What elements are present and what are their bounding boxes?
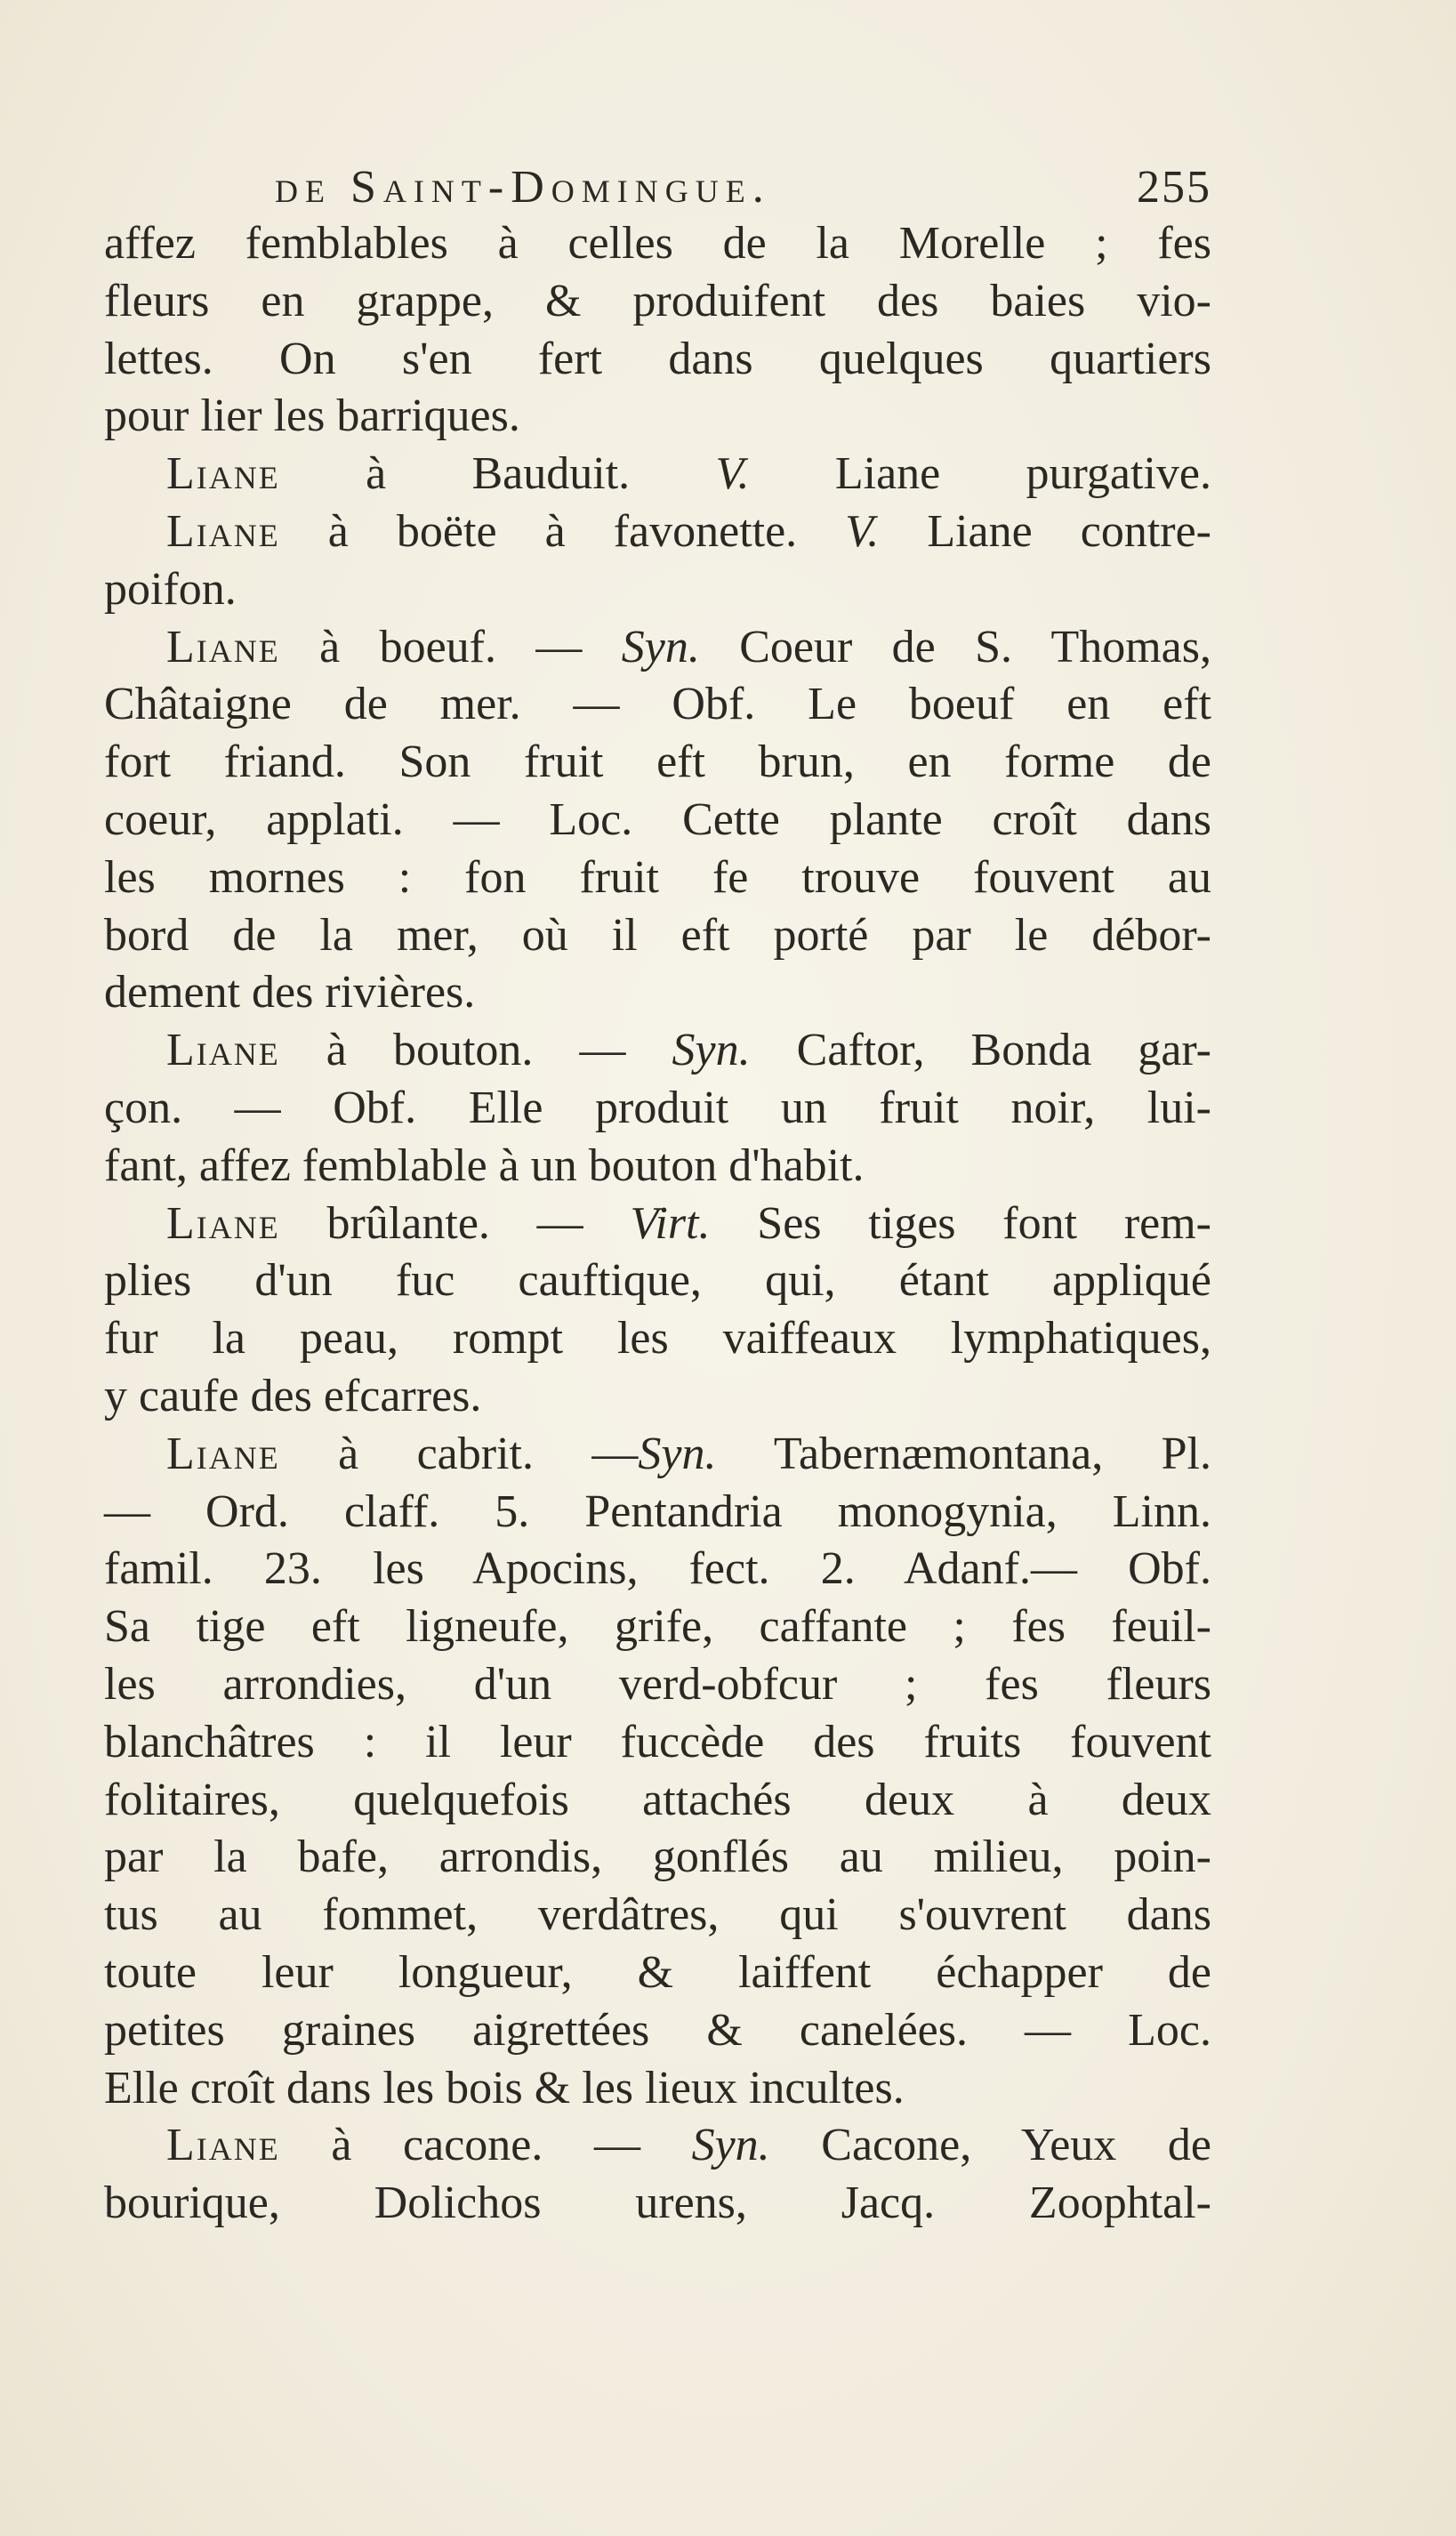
- entry-headword: Liane: [166, 448, 280, 500]
- running-head: [104, 160, 1211, 215]
- text-line: fur la peau, rompt les vaiffeaux lymphatiques,: [104, 1313, 1211, 1365]
- text-line: famil. 23. les Apocins, fect. 2. Adanf.— Obf.: [104, 1543, 1211, 1595]
- entry-headword: Liane: [166, 1025, 280, 1076]
- text-line: blanchâtres : il leur fuccède des fruits fouvent: [104, 1716, 1211, 1767]
- text-line: Sa tige eft ligneufe, grife, caffante ; fes feuil-: [104, 1601, 1211, 1653]
- text-line: folitaires, quelquefois attachés deux à deux: [104, 1774, 1211, 1825]
- text-line: çon. — Obf. Elle produit un fruit noir, lui-: [104, 1082, 1211, 1133]
- entry-line-liane-bouton: Liane à bouton. — Syn. Caftor, Bonda gar-: [166, 1025, 1212, 1076]
- text-line: toute leur longueur, & laiffent échapper de: [104, 1946, 1211, 1998]
- entry-line-liane-boete: Liane à boëte à favonette. V. Liane contre-: [166, 505, 1211, 557]
- text-line: dement des rivières.: [104, 967, 476, 1018]
- text-line: fort friand. Son fruit eft brun, en forme de: [104, 737, 1211, 788]
- entry-headword: Liane: [166, 621, 280, 672]
- text-line: poifon.: [104, 563, 237, 615]
- text-line: bourique, Dolichos urens, Jacq. Zoophtal-: [104, 2178, 1211, 2229]
- text-line: pour lier les barriques.: [104, 390, 520, 442]
- text-line: plies d'un fuc cauftique, qui, étant appliqué: [104, 1255, 1211, 1307]
- entry-line-liane-boeuf: Liane à boeuf. — Syn. Coeur de S. Thomas,: [166, 621, 1211, 672]
- text-line: les mornes : fon fruit fe trouve fouvent au: [104, 851, 1211, 903]
- entry-line-liane-bauduit: Liane à Bauduit. V. Liane purgative.: [166, 448, 1211, 500]
- text-line: petites graines aigrettées & canelées. — Loc.: [104, 2004, 1211, 2056]
- entry-headword: Liane: [166, 1428, 280, 1479]
- entry-headword: Liane: [166, 2120, 280, 2171]
- text-line: coeur, applati. — Loc. Cette plante croît dans: [104, 793, 1211, 845]
- text-line: affez femblables à celles de la Morelle ; fes: [104, 218, 1211, 269]
- text-line: y caufe des efcarres.: [104, 1370, 482, 1421]
- text-line: fant, affez femblable à un bouton d'habit.: [104, 1139, 865, 1191]
- running-title: de Saint-Domingue.: [275, 162, 771, 213]
- text-line: par la bafe, arrondis, gonflés au milieu, poin-: [104, 1832, 1211, 1883]
- text-line: bord de la mer, où il eft porté par le débor-: [104, 909, 1211, 961]
- text-line: fleurs en grappe, & produifent des baies vio-: [104, 275, 1211, 326]
- text-block: [104, 160, 1211, 2233]
- text-line: lettes. On s'en fert dans quelques quartiers: [104, 333, 1211, 384]
- text-line: les arrondies, d'un verd-obfcur ; fes fleurs: [104, 1658, 1211, 1710]
- text-line: Châtaigne de mer. — Obf. Le boeuf en eft: [104, 679, 1211, 730]
- entry-headword: Liane: [166, 1197, 280, 1249]
- page-number: 255: [1137, 162, 1211, 213]
- text-line: Elle croît dans les bois & les lieux incultes.: [104, 2062, 905, 2113]
- entry-line-liane-brulante: Liane brûlante. — Virt. Ses tiges font rem-: [166, 1197, 1212, 1249]
- entry-line-liane-cabrit: Liane à cabrit. —Syn. Tabernæmontana, Pl.: [166, 1428, 1211, 1479]
- text-line: — Ord. claff. 5. Pentandria monogynia, Linn.: [104, 1485, 1211, 1537]
- text-line: tus au fommet, verdâtres, qui s'ouvrent dans: [104, 1889, 1211, 1941]
- entry-headword: Liane: [166, 505, 280, 557]
- entry-line-liane-cacone: Liane à cacone. — Syn. Cacone, Yeux de: [166, 2120, 1211, 2171]
